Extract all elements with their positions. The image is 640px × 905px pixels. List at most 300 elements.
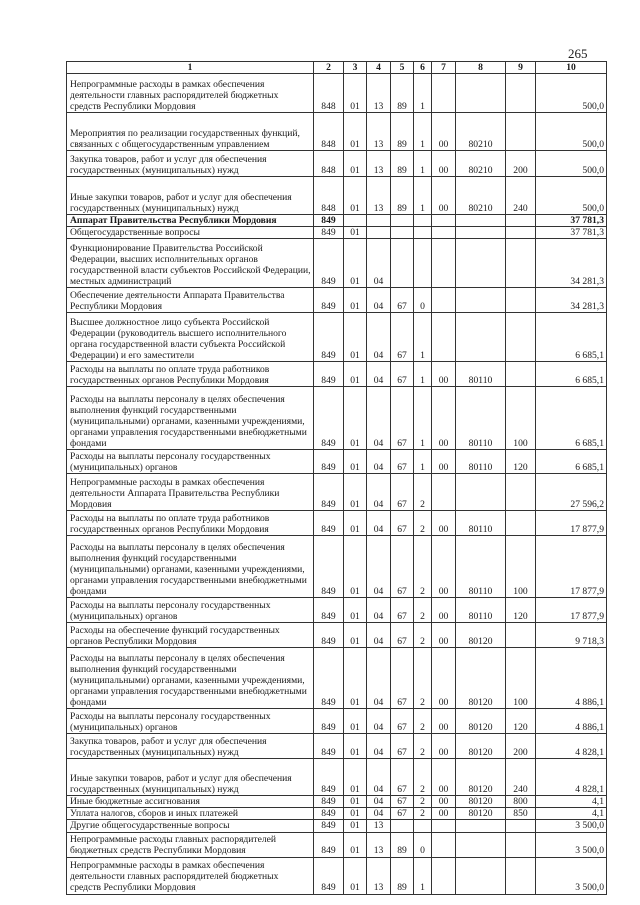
row-name-cell: Высшее должностное лицо субъекта Российской Федерации (руководитель высшего исполнительного органа государственной власти субъекта Российской Федерации) и его заместители <box>67 313 314 362</box>
amount-cell: 34 281,3 <box>536 239 607 288</box>
code-cell: 01 <box>344 857 367 894</box>
code-cell: 67 <box>391 450 414 474</box>
table-row <box>67 313 607 362</box>
code-cell: 01 <box>344 820 367 832</box>
code-cell: 1 <box>414 177 432 215</box>
row-name-cell: Другие общегосударственные вопросы <box>67 820 314 832</box>
code-cell <box>456 857 506 894</box>
code-cell: 1 <box>414 857 432 894</box>
table-row <box>67 450 607 474</box>
row-name-cell: Обеспечение деятельности Аппарата Правительства Республики Мордовия <box>67 288 314 313</box>
code-cell: 13 <box>367 820 391 832</box>
amount-cell: 6 685,1 <box>536 313 607 362</box>
code-cell: 13 <box>367 74 391 113</box>
code-cell <box>506 832 536 857</box>
header-row <box>67 62 607 74</box>
code-cell <box>506 511 536 536</box>
row-name-cell: Расходы на выплаты персоналу государственных (муниципальных) органов <box>67 598 314 623</box>
table-row <box>67 820 607 832</box>
code-cell: 848 <box>314 151 344 177</box>
code-cell: 13 <box>367 832 391 857</box>
code-cell: 2 <box>414 808 432 820</box>
code-cell: 67 <box>391 511 414 536</box>
code-cell: 01 <box>344 74 367 113</box>
amount-cell: 4 886,1 <box>536 648 607 709</box>
code-cell: 04 <box>367 734 391 759</box>
code-cell: 67 <box>391 288 414 313</box>
table-row <box>67 474 607 511</box>
code-cell: 0 <box>414 832 432 857</box>
code-cell: 01 <box>344 734 367 759</box>
code-cell: 848 <box>314 74 344 113</box>
code-cell: 01 <box>344 474 367 511</box>
code-cell: 04 <box>367 598 391 623</box>
code-cell <box>506 623 536 648</box>
amount-cell: 27 596,2 <box>536 474 607 511</box>
row-name-cell: Расходы на выплаты персоналу в целях обеспечения выполнения функций государственными (муниципальными) органами, казенными учреждениями, органами управления государственными внебюджетными фондами <box>67 387 314 450</box>
amount-cell: 17 877,9 <box>536 511 607 536</box>
code-cell: 04 <box>367 808 391 820</box>
code-cell: 2 <box>414 759 432 796</box>
budget-table <box>66 61 607 895</box>
table-row <box>67 648 607 709</box>
table-row <box>67 113 607 151</box>
amount-cell: 3 500,0 <box>536 832 607 857</box>
header-cell: 10 <box>536 62 607 74</box>
code-cell: 100 <box>506 536 536 598</box>
table-row <box>67 709 607 734</box>
table-row <box>67 536 607 598</box>
code-cell <box>456 227 506 239</box>
code-cell: 67 <box>391 808 414 820</box>
code-cell <box>506 362 536 387</box>
row-name-cell: Иные бюджетные ассигнования <box>67 796 314 808</box>
code-cell: 80120 <box>456 709 506 734</box>
code-cell: 849 <box>314 474 344 511</box>
code-cell <box>432 74 456 113</box>
row-name-cell: Общегосударственные вопросы <box>67 227 314 239</box>
code-cell: 67 <box>391 648 414 709</box>
code-cell <box>456 74 506 113</box>
code-cell: 67 <box>391 362 414 387</box>
code-cell <box>344 215 367 227</box>
code-cell <box>432 857 456 894</box>
row-name-cell: Аппарат Правительства Республики Мордовия <box>67 215 314 227</box>
amount-cell: 4,1 <box>536 808 607 820</box>
code-cell: 80210 <box>456 113 506 151</box>
code-cell: 80110 <box>456 536 506 598</box>
code-cell: 120 <box>506 450 536 474</box>
header-cell: 3 <box>344 62 367 74</box>
code-cell: 00 <box>432 759 456 796</box>
code-cell: 848 <box>314 113 344 151</box>
code-cell: 1 <box>414 113 432 151</box>
code-cell: 01 <box>344 387 367 450</box>
code-cell: 67 <box>391 734 414 759</box>
code-cell: 240 <box>506 177 536 215</box>
code-cell: 04 <box>367 362 391 387</box>
code-cell: 2 <box>414 648 432 709</box>
code-cell <box>432 227 456 239</box>
code-cell: 80120 <box>456 796 506 808</box>
table-row <box>67 808 607 820</box>
code-cell: 80120 <box>456 648 506 709</box>
row-name-cell: Закупка товаров, работ и услуг для обеспечения государственных (муниципальных) нужд <box>67 151 314 177</box>
code-cell <box>456 239 506 288</box>
row-name-cell: Расходы на обеспечение функций государственных органов Республики Мордовия <box>67 623 314 648</box>
amount-cell: 6 685,1 <box>536 387 607 450</box>
code-cell: 2 <box>414 796 432 808</box>
row-name-cell: Непрограммные расходы в рамках обеспечения деятельности главных распорядителей бюджетных средств Республики Мордовия <box>67 857 314 894</box>
row-name-cell: Расходы на выплаты персоналу в целях обеспечения выполнения функций государственными (муниципальными) органами, казенными учреждениями, органами управления государственными внебюджетными фондами <box>67 648 314 709</box>
code-cell: 100 <box>506 648 536 709</box>
code-cell: 01 <box>344 511 367 536</box>
code-cell: 89 <box>391 857 414 894</box>
table-row <box>67 177 607 215</box>
code-cell: 2 <box>414 598 432 623</box>
code-cell: 100 <box>506 387 536 450</box>
code-cell <box>391 820 414 832</box>
code-cell: 89 <box>391 113 414 151</box>
amount-cell: 6 685,1 <box>536 362 607 387</box>
code-cell: 00 <box>432 113 456 151</box>
row-name-cell: Функционирование Правительства Российской Федерации, высших исполнительных органов государственной власти субъектов Российской Федерации, местных администраций <box>67 239 314 288</box>
code-cell: 80110 <box>456 362 506 387</box>
amount-cell: 6 685,1 <box>536 450 607 474</box>
table-row <box>67 598 607 623</box>
code-cell: 04 <box>367 648 391 709</box>
code-cell: 849 <box>314 313 344 362</box>
code-cell <box>414 239 432 288</box>
amount-cell: 4 886,1 <box>536 709 607 734</box>
code-cell: 849 <box>314 857 344 894</box>
code-cell: 01 <box>344 796 367 808</box>
code-cell: 849 <box>314 820 344 832</box>
code-cell: 1 <box>414 74 432 113</box>
code-cell: 00 <box>432 387 456 450</box>
code-cell <box>456 215 506 227</box>
row-name-cell: Мероприятия по реализации государственных функций, связанных с общегосударственным управлением <box>67 113 314 151</box>
code-cell: 00 <box>432 151 456 177</box>
header-cell: 9 <box>506 62 536 74</box>
amount-cell: 37 781,3 <box>536 215 607 227</box>
code-cell <box>432 215 456 227</box>
code-cell: 80120 <box>456 759 506 796</box>
code-cell <box>456 832 506 857</box>
code-cell: 04 <box>367 623 391 648</box>
code-cell: 240 <box>506 759 536 796</box>
code-cell: 120 <box>506 598 536 623</box>
table-body <box>67 74 607 894</box>
amount-cell: 17 877,9 <box>536 536 607 598</box>
code-cell: 00 <box>432 623 456 648</box>
code-cell <box>414 215 432 227</box>
code-cell: 01 <box>344 832 367 857</box>
code-cell: 13 <box>367 113 391 151</box>
code-cell <box>414 227 432 239</box>
code-cell: 89 <box>391 177 414 215</box>
code-cell: 00 <box>432 450 456 474</box>
code-cell: 849 <box>314 759 344 796</box>
table-row <box>67 74 607 113</box>
code-cell <box>506 215 536 227</box>
code-cell <box>506 288 536 313</box>
code-cell <box>391 215 414 227</box>
code-cell: 2 <box>414 623 432 648</box>
code-cell <box>506 227 536 239</box>
code-cell <box>432 313 456 362</box>
code-cell <box>432 820 456 832</box>
code-cell: 00 <box>432 808 456 820</box>
code-cell: 67 <box>391 387 414 450</box>
table-row <box>67 832 607 857</box>
code-cell: 01 <box>344 598 367 623</box>
code-cell: 01 <box>344 227 367 239</box>
code-cell: 89 <box>391 151 414 177</box>
header-cell: 2 <box>314 62 344 74</box>
code-cell: 2 <box>414 511 432 536</box>
code-cell <box>456 474 506 511</box>
table-row <box>67 857 607 894</box>
code-cell: 01 <box>344 648 367 709</box>
code-cell: 04 <box>367 759 391 796</box>
code-cell: 00 <box>432 796 456 808</box>
amount-cell: 34 281,3 <box>536 288 607 313</box>
code-cell: 13 <box>367 857 391 894</box>
code-cell: 849 <box>314 511 344 536</box>
code-cell: 04 <box>367 474 391 511</box>
table-row <box>67 239 607 288</box>
header-cell: 6 <box>414 62 432 74</box>
code-cell: 67 <box>391 598 414 623</box>
code-cell <box>506 857 536 894</box>
code-cell <box>506 474 536 511</box>
amount-cell: 500,0 <box>536 151 607 177</box>
row-name-cell: Непрограммные расходы главных распорядителей бюджетных средств Республики Мордовия <box>67 832 314 857</box>
code-cell: 1 <box>414 313 432 362</box>
code-cell: 01 <box>344 239 367 288</box>
amount-cell: 4 828,1 <box>536 734 607 759</box>
code-cell: 849 <box>314 832 344 857</box>
code-cell: 849 <box>314 362 344 387</box>
header-cell: 8 <box>456 62 506 74</box>
code-cell: 1 <box>414 387 432 450</box>
row-name-cell: Уплата налогов, сборов и иных платежей <box>67 808 314 820</box>
code-cell: 849 <box>314 227 344 239</box>
code-cell <box>506 239 536 288</box>
table-row <box>67 759 607 796</box>
code-cell: 01 <box>344 709 367 734</box>
code-cell: 00 <box>432 511 456 536</box>
code-cell: 849 <box>314 387 344 450</box>
code-cell: 13 <box>367 177 391 215</box>
code-cell: 849 <box>314 450 344 474</box>
code-cell <box>391 239 414 288</box>
code-cell <box>432 239 456 288</box>
code-cell: 01 <box>344 450 367 474</box>
row-name-cell: Иные закупки товаров, работ и услуг для обеспечения государственных (муниципальных) нужд <box>67 759 314 796</box>
code-cell: 2 <box>414 536 432 598</box>
code-cell: 2 <box>414 474 432 511</box>
code-cell: 01 <box>344 113 367 151</box>
code-cell: 00 <box>432 177 456 215</box>
code-cell: 848 <box>314 177 344 215</box>
code-cell: 67 <box>391 474 414 511</box>
code-cell: 67 <box>391 709 414 734</box>
row-name-cell: Расходы на выплаты по оплате труда работников государственных органов Республики Мордовия <box>67 362 314 387</box>
header-cell: 4 <box>367 62 391 74</box>
row-name-cell: Непрограммные расходы в рамках обеспечения деятельности главных распорядителей бюджетных средств Республики Мордовия <box>67 74 314 113</box>
row-name-cell: Расходы на выплаты персоналу государственных (муниципальных) органов <box>67 709 314 734</box>
amount-cell: 9 718,3 <box>536 623 607 648</box>
code-cell: 04 <box>367 387 391 450</box>
table-row <box>67 227 607 239</box>
code-cell: 04 <box>367 511 391 536</box>
row-name-cell: Расходы на выплаты по оплате труда работников государственных органов Республики Мордовия <box>67 511 314 536</box>
header-cell: 7 <box>432 62 456 74</box>
code-cell: 00 <box>432 709 456 734</box>
amount-cell: 4 828,1 <box>536 759 607 796</box>
code-cell <box>367 215 391 227</box>
code-cell: 04 <box>367 288 391 313</box>
code-cell: 13 <box>367 151 391 177</box>
code-cell: 1 <box>414 450 432 474</box>
table-row <box>67 387 607 450</box>
code-cell <box>391 227 414 239</box>
code-cell <box>414 820 432 832</box>
amount-cell: 500,0 <box>536 177 607 215</box>
code-cell: 67 <box>391 536 414 598</box>
row-name-cell: Иные закупки товаров, работ и услуг для обеспечения государственных (муниципальных) нужд <box>67 177 314 215</box>
code-cell: 2 <box>414 734 432 759</box>
code-cell <box>506 74 536 113</box>
code-cell: 01 <box>344 759 367 796</box>
code-cell: 849 <box>314 734 344 759</box>
code-cell: 80110 <box>456 598 506 623</box>
code-cell: 67 <box>391 796 414 808</box>
code-cell: 01 <box>344 623 367 648</box>
code-cell: 67 <box>391 759 414 796</box>
code-cell: 01 <box>344 177 367 215</box>
code-cell: 849 <box>314 709 344 734</box>
code-cell: 80120 <box>456 734 506 759</box>
code-cell: 80120 <box>456 623 506 648</box>
code-cell: 01 <box>344 288 367 313</box>
code-cell: 849 <box>314 215 344 227</box>
code-cell: 67 <box>391 623 414 648</box>
header-cell: 5 <box>391 62 414 74</box>
code-cell: 04 <box>367 450 391 474</box>
code-cell <box>432 288 456 313</box>
code-cell: 849 <box>314 623 344 648</box>
table-row <box>67 362 607 387</box>
row-name-cell: Расходы на выплаты персоналу в целях обеспечения выполнения функций государственными (муниципальными) органами, казенными учреждениями, органами управления государственными внебюджетными фондами <box>67 536 314 598</box>
header-cell: 1 <box>67 62 314 74</box>
code-cell <box>432 832 456 857</box>
code-cell: 0 <box>414 288 432 313</box>
code-cell: 01 <box>344 313 367 362</box>
code-cell: 00 <box>432 536 456 598</box>
code-cell: 04 <box>367 536 391 598</box>
code-cell: 2 <box>414 709 432 734</box>
code-cell: 849 <box>314 536 344 598</box>
code-cell: 849 <box>314 239 344 288</box>
code-cell <box>367 227 391 239</box>
code-cell: 1 <box>414 151 432 177</box>
amount-cell: 17 877,9 <box>536 598 607 623</box>
table-row <box>67 151 607 177</box>
code-cell: 200 <box>506 151 536 177</box>
code-cell: 04 <box>367 796 391 808</box>
amount-cell: 37 781,3 <box>536 227 607 239</box>
code-cell: 89 <box>391 832 414 857</box>
code-cell: 80110 <box>456 511 506 536</box>
code-cell: 849 <box>314 648 344 709</box>
code-cell: 120 <box>506 709 536 734</box>
code-cell <box>456 288 506 313</box>
row-name-cell: Закупка товаров, работ и услуг для обеспечения государственных (муниципальных) нужд <box>67 734 314 759</box>
code-cell: 00 <box>432 362 456 387</box>
code-cell: 01 <box>344 808 367 820</box>
row-name-cell: Непрограммные расходы в рамках обеспечения деятельности Аппарата Правительства Республики Мордовия <box>67 474 314 511</box>
code-cell <box>456 313 506 362</box>
code-cell: 89 <box>391 74 414 113</box>
amount-cell: 500,0 <box>536 74 607 113</box>
code-cell: 01 <box>344 151 367 177</box>
amount-cell: 3 500,0 <box>536 820 607 832</box>
code-cell: 80120 <box>456 808 506 820</box>
amount-cell: 3 500,0 <box>536 857 607 894</box>
code-cell: 01 <box>344 536 367 598</box>
code-cell <box>506 820 536 832</box>
code-cell: 04 <box>367 239 391 288</box>
table-row <box>67 623 607 648</box>
table-row <box>67 215 607 227</box>
code-cell: 849 <box>314 796 344 808</box>
page-number: 265 <box>568 46 588 61</box>
code-cell: 00 <box>432 598 456 623</box>
code-cell: 00 <box>432 734 456 759</box>
code-cell: 80110 <box>456 450 506 474</box>
code-cell: 00 <box>432 648 456 709</box>
code-cell <box>506 313 536 362</box>
code-cell: 80210 <box>456 177 506 215</box>
code-cell: 800 <box>506 796 536 808</box>
table-row <box>67 734 607 759</box>
code-cell: 04 <box>367 709 391 734</box>
code-cell: 849 <box>314 598 344 623</box>
code-cell: 850 <box>506 808 536 820</box>
table-row <box>67 511 607 536</box>
code-cell: 849 <box>314 288 344 313</box>
code-cell: 849 <box>314 808 344 820</box>
code-cell: 04 <box>367 313 391 362</box>
row-name-cell: Расходы на выплаты персоналу государственных (муниципальных) органов <box>67 450 314 474</box>
code-cell: 1 <box>414 362 432 387</box>
code-cell: 200 <box>506 734 536 759</box>
code-cell <box>432 474 456 511</box>
amount-cell: 4,1 <box>536 796 607 808</box>
code-cell: 80210 <box>456 151 506 177</box>
code-cell: 01 <box>344 362 367 387</box>
table-row <box>67 288 607 313</box>
table-row <box>67 796 607 808</box>
code-cell: 67 <box>391 313 414 362</box>
amount-cell: 500,0 <box>536 113 607 151</box>
code-cell: 80110 <box>456 387 506 450</box>
code-cell <box>506 113 536 151</box>
code-cell <box>456 820 506 832</box>
